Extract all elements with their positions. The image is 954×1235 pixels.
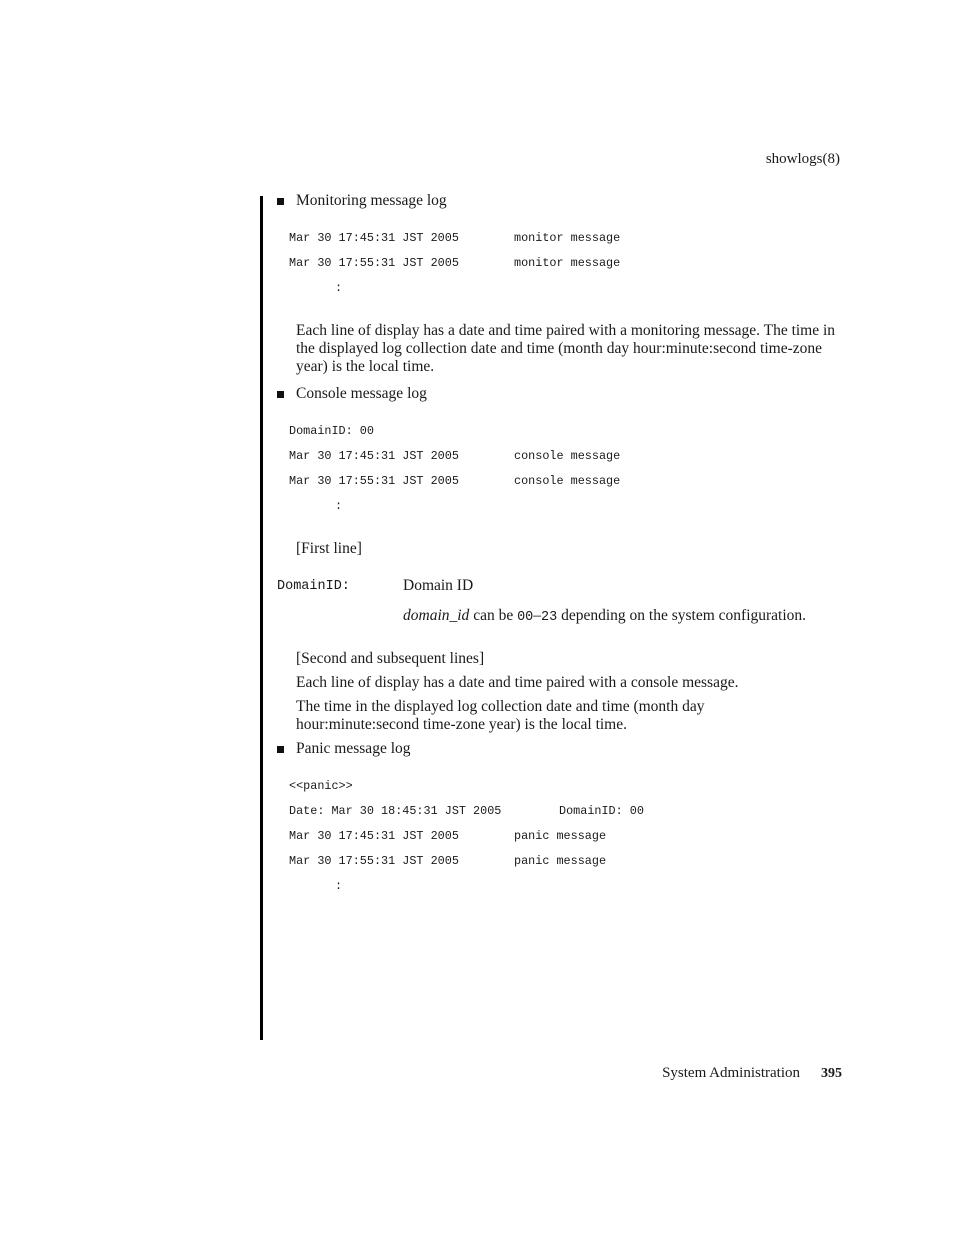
log-date: Mar 30 17:55:31 JST 2005: [289, 854, 459, 868]
panic-marker: <<panic>>: [289, 779, 353, 793]
change-bar: [260, 196, 263, 1040]
param-domain-id: domain_id: [403, 607, 470, 624]
log-ellipsis: :: [335, 879, 343, 893]
range-start: 00: [517, 610, 534, 625]
monitoring-description: Each line of display has a date and time paired with a monitoring message. The time in the displayed log collection date and time (month day hour:minute:second time-zone year) is the local time.: [296, 322, 836, 375]
bullet-icon: [277, 198, 284, 205]
domain-id-detail: domain_id can be 00–23 depending on the system configuration.: [403, 607, 807, 625]
subsequent-description: Each line of display has a date and time paired with a console message.: [296, 674, 739, 691]
range-end: 23: [541, 610, 558, 625]
bullet-icon: [277, 746, 284, 753]
definition-description: Domain ID: [403, 577, 474, 594]
section-heading-monitoring: Monitoring message log: [296, 192, 447, 209]
log-message: console message: [514, 474, 621, 488]
page-number: 395: [821, 1066, 842, 1081]
section-heading-panic: Panic message log: [296, 740, 411, 757]
running-head: showlogs(8): [765, 151, 840, 167]
log-date: Mar 30 17:55:31 JST 2005: [289, 256, 459, 270]
footer-section: System Administration: [662, 1065, 800, 1081]
log-ellipsis: :: [335, 499, 343, 513]
panic-domain: DomainID: 00: [559, 804, 644, 818]
log-message: monitor message: [514, 231, 621, 245]
first-line-label: [First line]: [296, 540, 362, 557]
log-domain-line: DomainID: 00: [289, 424, 374, 438]
section-heading-console: Console message log: [296, 385, 427, 402]
log-ellipsis: :: [335, 281, 343, 295]
panic-date-line: Date: Mar 30 18:45:31 JST 2005: [289, 804, 502, 818]
definition-term: DomainID:: [277, 579, 350, 594]
log-message: panic message: [514, 854, 607, 868]
log-message: panic message: [514, 829, 607, 843]
bullet-icon: [277, 391, 284, 398]
log-date: Mar 30 17:45:31 JST 2005: [289, 449, 459, 463]
log-message: console message: [514, 449, 621, 463]
subsequent-lines-label: [Second and subsequent lines]: [296, 650, 485, 667]
log-date: Mar 30 17:45:31 JST 2005: [289, 829, 459, 843]
log-date: Mar 30 17:55:31 JST 2005: [289, 474, 459, 488]
log-date: Mar 30 17:45:31 JST 2005: [289, 231, 459, 245]
subsequent-description-time: The time in the displayed log collection date and time (month day hour:minute:second time-zone year) is the local time.: [296, 698, 705, 733]
log-message: monitor message: [514, 256, 621, 270]
